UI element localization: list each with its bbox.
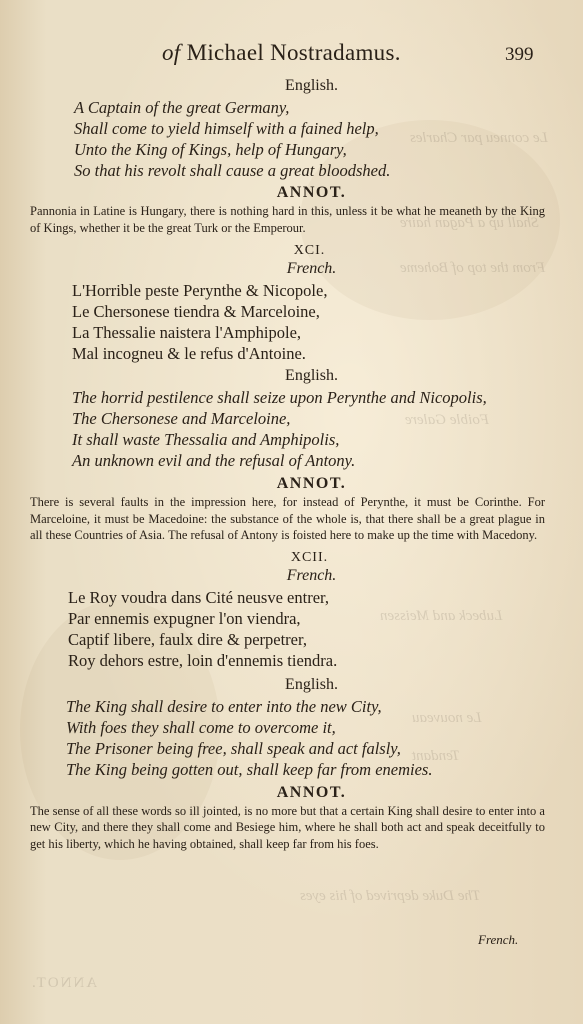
- running-head-prefix: of: [162, 40, 181, 65]
- verse-line: A Captain of the great Germany,: [74, 98, 290, 117]
- verse-line: The Prisoner being free, shall speak and act falsly,: [66, 738, 401, 758]
- section-label-french: French.: [286, 260, 337, 277]
- section-label-english: English.: [285, 675, 338, 693]
- quatrain-english: [0, 387, 583, 471]
- quatrain-english: [0, 696, 583, 780]
- verse-line: The King shall desire to enter into the new City,: [66, 696, 382, 716]
- annotation-paragraph: The sense of all these words so ill jointed, is no more but that a certain King shall desire to enter into a new City, and there they shall come and Besiege him, where he shall both act and speak deceitfully to get his liberty, which he having obtained, shall keep far from his foes.: [30, 803, 545, 851]
- page-header: [0, 38, 583, 72]
- show-through-text: Shall up a Pagan haire: [400, 215, 539, 231]
- verse-line: The Chersonese and Marceloine,: [72, 409, 291, 428]
- page-number: 399: [505, 44, 534, 65]
- verse-line: With foes they shall come to overcome it,: [66, 717, 336, 737]
- quatrain-french: [0, 587, 583, 671]
- annotation-paragraph: Pannonia in Latine is Hungary, there is nothing hard in this, unless it be what he meaneth by the King of Kings, whether it be the great Turk or the Emperour.: [30, 204, 545, 235]
- show-through-text: The Duke deprived of his eyes: [300, 888, 481, 904]
- show-through-text: Tendant: [412, 748, 460, 764]
- verse-line: So that his revolt shall cause a great bloodshed.: [74, 161, 391, 180]
- show-through-text: Le conneu par Charles: [410, 130, 548, 146]
- verse-line: Par ennemis expugner l'on viendra,: [68, 608, 301, 628]
- verse-line: Mal incogneu & le refus d'Antoine.: [72, 344, 306, 363]
- quatrain-french: [0, 280, 583, 364]
- verse-line: Shall come to yield himself with a fained help,: [74, 119, 379, 138]
- verse-line: Le Roy voudra dans Cité neusve entrer,: [68, 587, 329, 607]
- verse-line: An unknown evil and the refusal of Antony.: [72, 451, 356, 470]
- verse-line: L'Horrible peste Perynthe & Nicopole,: [72, 281, 328, 300]
- verse-line: Captif libere, faulx dire & perpetrer,: [68, 629, 307, 649]
- annot-heading: ANNOT.: [276, 475, 347, 492]
- show-through-text: ANNOT.: [30, 975, 98, 991]
- verse-line: The King being gotten out, shall keep far from enemies.: [66, 759, 433, 779]
- verse-line: Roy dehors estre, loin d'ennemis tiendra.: [68, 650, 338, 670]
- quatrain-english: [0, 97, 583, 181]
- section-label-english: English.: [285, 77, 338, 94]
- show-through-text: Foible Galere: [405, 412, 490, 428]
- verse-line: Unto the King of Kings, help of Hungary,: [74, 140, 347, 159]
- section-label-french: French.: [286, 566, 337, 584]
- show-through-text: Lubeck and Meissen: [380, 608, 503, 624]
- show-through-text: From the top of Boheme: [400, 260, 546, 276]
- annotation-paragraph: There is several faults in the impression here, for instead of Perynthe, it must be Corinthe. For Marceloine, it must be Macedoine: the substance of the whole is, that there shall be a great plague in all these Countries of Asia. The refusal of Antony is foisted here to make up the time with Macedony.: [30, 495, 545, 542]
- quatrain-number: XCII.: [290, 549, 329, 565]
- running-head-title: Michael Nostradamus.: [186, 40, 401, 65]
- catchword: French.: [478, 932, 519, 947]
- running-head: [162, 40, 401, 66]
- page-body: [0, 72, 583, 852]
- verse-line: Le Chersonese tiendra & Marceloine,: [72, 302, 320, 321]
- annot-heading: ANNOT.: [276, 184, 347, 201]
- verse-line: The horrid pestilence shall seize upon Perynthe and Nicopolis,: [72, 388, 487, 407]
- verse-line: La Thessalie naistera l'Amphipole,: [72, 323, 302, 342]
- verse-line: It shall waste Thessalia and Amphipolis,: [72, 430, 340, 449]
- show-through-text: Le nouveau: [412, 710, 482, 726]
- quatrain-number: XCI.: [293, 243, 326, 258]
- section-label-english: English.: [285, 367, 338, 384]
- annot-heading: ANNOT.: [276, 783, 347, 801]
